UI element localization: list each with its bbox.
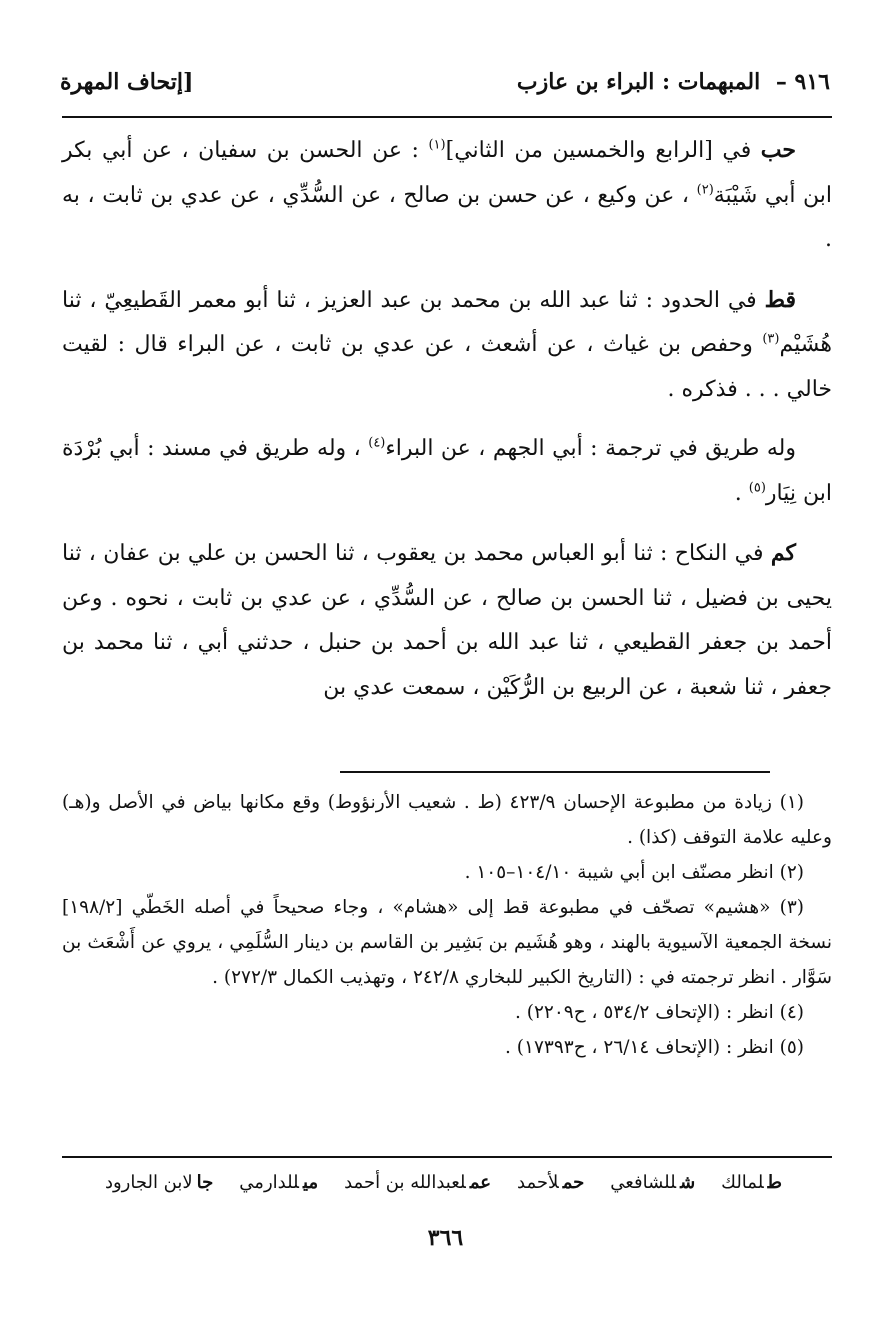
source-code: حب (760, 137, 796, 163)
footnote-ref[interactable]: (١) (428, 137, 446, 153)
paragraph-4: كم في النكاح : ثنا أبو العباس محمد بن يعقوب ، ثنا الحسن بن علي بن عفان ، ثنا يحيى بن فضيل ، ثنا الحسن بن صالح ، عن السُّدِّي ، عن عدي بن ثابت ، نحوه . وعن أحمد بن جعفر القطيعي ، ثنا عبد الله بن أحمد بن حنبل ، حدثني أبي ، ثنا محمد بن جعفر ، ثنا شعبة ، عن الربيع بن الرُّكَيْن ، سمعت عدي بن (62, 540, 832, 700)
footnotes (62, 785, 832, 1065)
abbreviation-item: حملأحمد (517, 1172, 585, 1193)
footnote-ref[interactable]: (٥) (748, 480, 766, 496)
abbreviation-item: طلمالك (721, 1172, 782, 1193)
header-page-label: ٩١٦ – (775, 69, 830, 95)
footnote-ref[interactable]: (٣) (762, 331, 780, 347)
abbreviation-item: جالابن الجارود (104, 1172, 214, 1193)
page-number: ٣٦٦ (427, 1225, 464, 1251)
footnote-4: (٤) انظر : (الإتحاف ٥٣٤/٢ ، ح٢٢٠٩) . (514, 1002, 804, 1023)
abbreviation-item: شللشافعي (610, 1172, 696, 1193)
abbreviations-divider (62, 1156, 832, 1158)
header-chapter-title: المبهمات : البراء بن عازب (516, 69, 761, 95)
footnote-divider (340, 771, 770, 773)
paragraph-3: وله طريق في ترجمة : أبي الجهم ، عن البراء$^{(٤)}$ ، وله طريق في مسند : أبي بُرْدَة ابن نِيَار$^{(٥)}$ . (62, 435, 832, 506)
footnote-5: (٥) انظر : (الإتحاف ٢٦/١٤ ، ح١٧٣٩٣) . (505, 1037, 804, 1058)
header-divider (62, 116, 832, 118)
main-text (62, 128, 832, 725)
footnote-ref[interactable]: (٤) (368, 435, 386, 451)
paragraph-2: قط في الحدود : ثنا عبد الله بن محمد بن عبد العزيز ، ثنا أبو معمر القَطيعِيّ ، ثنا هُشَيْم$^{(٣)}$ وحفص بن غياث ، عن أشعث ، عن عدي بن ثابت ، عن البراء قال : لقيت خالي . . . فذكره . (62, 286, 832, 402)
footnote-1: (١) زيادة من مطبوعة الإحسان ٤٢٣/٩ (ط . شعيب الأرنؤوط) وقع مكانها بياض في الأصل و(هـ) وعليه علامة التوقف (كذا) . (62, 792, 832, 848)
header-book-title: [إتحاف المهرة (60, 69, 194, 95)
abbreviation-item: ميللدارمي (239, 1172, 319, 1193)
abbreviation-item: عملعبدالله بن أحمد (344, 1172, 492, 1193)
header-chapter (517, 69, 830, 95)
footnote-3: (٣) «هشيم» تصحّف في مطبوعة قط إلى «هشام» ، وجاء صحيحاً في أصله الخَطّي [١٩٨/٢] نسخة الجمعية الآسيوية بالهند ، وهو هُشَيم بن بَشِير بن القاسم بن دينار السُّلَمِي ، يروي عن أَشْعَث بن سَوَّار . انظر ترجمته في : (التاريخ الكبير للبخاري ٢٤٢/٨ ، وتهذيب الكمال ٢٧٢/٣) . (62, 897, 832, 988)
footnote-2: (٢) انظر مصنّف ابن أبي شيبة ١٠٤/١٠–١٠٥ . (464, 862, 804, 883)
source-code: كم (770, 540, 796, 566)
running-header (60, 62, 830, 102)
paragraph-1: حب في [الرابع والخمسين من الثاني]$^{(١)}$ : عن الحسن بن سفيان ، عن أبي بكر ابن أبي شَيْبَة$^{(٢)}$ ، عن وكيع ، عن حسن بن صالح ، عن السُّدِّي ، عن عدي بن ثابت ، به . (62, 137, 833, 252)
abbreviations-key (62, 1166, 782, 1200)
source-code: قط (764, 286, 796, 313)
footnote-ref[interactable]: (٢) (696, 182, 714, 198)
